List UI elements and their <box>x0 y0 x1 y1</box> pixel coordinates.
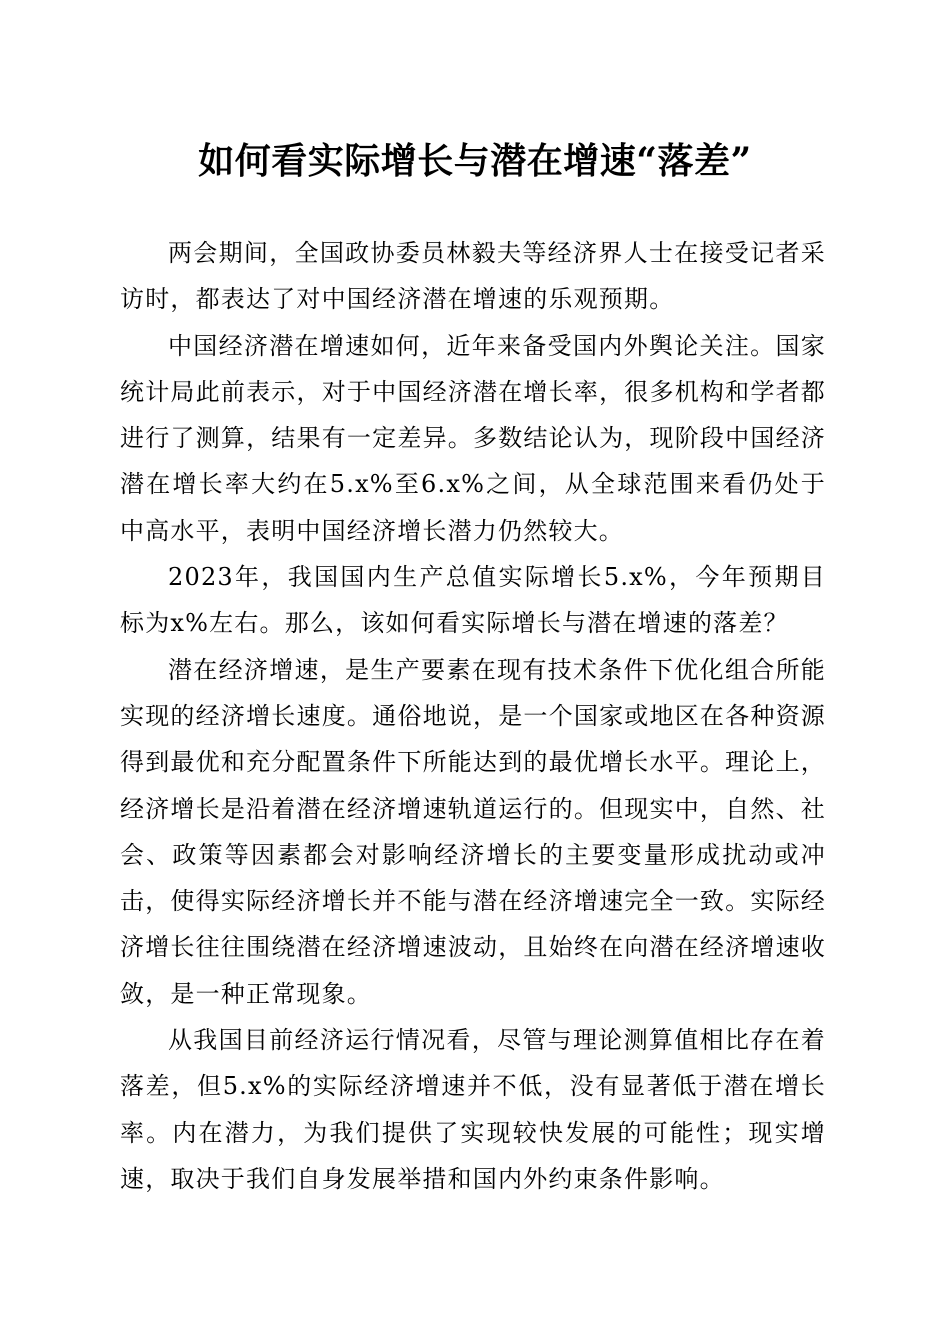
paragraph-5: 从我国目前经济运行情况看，尽管与理论测算值相比存在着落差，但5.x%的实际经济增速并不低，没有显著低于潜在增长率。内在潜力，为我们提供了实现较快发展的可能性；现实增速，取决于我们自身发展举措和国内外约束条件影响。 <box>120 1026 826 1193</box>
document-body <box>120 230 826 1202</box>
paragraph-1: 两会期间，全国政协委员林毅夫等经济界人士在接受记者采访时，都表达了对中国经济潜在增速的乐观预期。 <box>120 239 826 314</box>
paragraph-3: 2023年，我国国内生产总值实际增长5.x%，今年预期目标为x%左右。那么，该如何看实际增长与潜在增速的落差？ <box>120 563 826 638</box>
document-title: 如何看实际增长与潜在增速“落差” <box>198 140 752 182</box>
paragraph-2: 中国经济潜在增速如何，近年来备受国内外舆论关注。国家统计局此前表示，对于中国经济潜在增长率，很多机构和学者都进行了测算，结果有一定差异。多数结论认为，现阶段中国经济潜在增长率大约在5.x%至6.x%之间，从全球范围来看仍处于中高水平，表明中国经济增长潜力仍然较大。 <box>120 331 826 545</box>
paragraph-4: 潜在经济增速，是生产要素在现有技术条件下优化组合所能实现的经济增长速度。通俗地说，是一个国家或地区在各种资源得到最优和充分配置条件下所能达到的最优增长水平。理论上，经济增长是沿着潜在经济增速轨道运行的。但现实中，自然、社会、政策等因素都会对影响经济增长的主要变量形成扰动或冲击，使得实际经济增长并不能与潜在经济增速完全一致。实际经济增长往往围绕潜在经济增速波动，且始终在向潜在经济增速收敛，是一种正常现象。 <box>120 655 826 1008</box>
